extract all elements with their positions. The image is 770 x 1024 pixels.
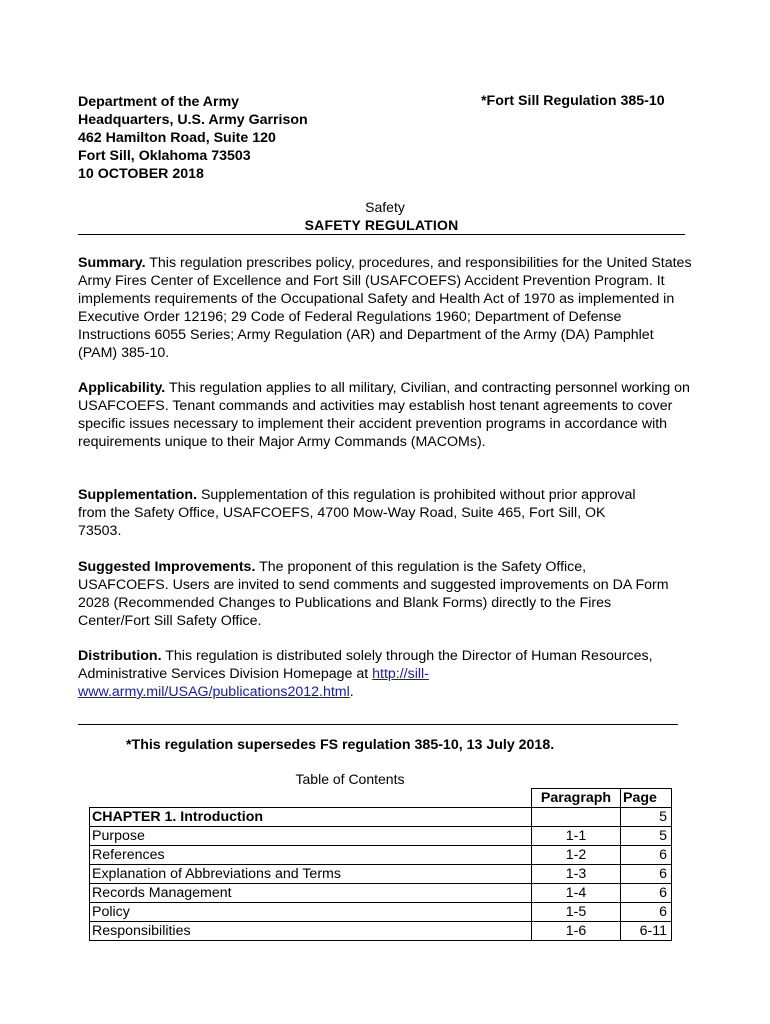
toc-caption: Table of Contents — [295, 771, 405, 787]
toc-row — [90, 922, 672, 941]
applicability-paragraph — [78, 379, 694, 451]
toc-row-title[interactable]: Policy — [90, 903, 532, 922]
distribution-end: . — [349, 684, 354, 700]
toc-col-page: Page — [621, 789, 672, 808]
publications-link[interactable]: http://sill-www.army.mil/USAG/publications2012.html — [78, 666, 429, 700]
document-title-text: SAFETY REGULATION — [304, 217, 459, 233]
toc-row-title[interactable]: References — [90, 846, 532, 865]
issuing-office-block — [78, 93, 308, 183]
toc-header-blank — [90, 789, 532, 808]
header-date: 10 OCTOBER 2018 — [78, 166, 204, 182]
toc-row — [90, 903, 672, 922]
toc-row-paragraph: 1-1 — [532, 827, 621, 846]
supplementation-paragraph — [78, 486, 638, 540]
toc-row-title[interactable]: Responsibilities — [90, 922, 532, 941]
toc-row-paragraph: 1-5 — [532, 903, 621, 922]
header-line: Fort Sill, Oklahoma 73503 — [78, 148, 251, 164]
suggested-improvements-text: The proponent of this regulation is the Safety Office, USAFCOEFS. Users are invited to send comments and suggested improvements on DA Form 2028 (Recommended Changes to Publications and Blank Forms) directly to the Fires Center/Fort Sill Safety Office. — [78, 559, 669, 629]
toc-row-page: 5 — [621, 827, 672, 846]
summary-paragraph — [78, 254, 694, 362]
suggested-improvements-paragraph — [78, 558, 678, 630]
toc-row-page: 6 — [621, 884, 672, 903]
applicability-text: This regulation applies to all military, Civilian, and contracting personnel working on USAFCOEFS. Tenant commands and activities may establish host tenant agreements to cover specific issues necessary to implement their accident prevention programs in accordance with requirements unique to their Major Army Commands (MACOMs). — [78, 380, 690, 450]
supplementation-label: Supplementation. — [78, 487, 198, 503]
toc-row-paragraph: 1-4 — [532, 884, 621, 903]
header-line: Department of the Army — [78, 94, 240, 110]
section-divider — [78, 724, 678, 725]
header-line: 462 Hamilton Road, Suite 120 — [78, 130, 276, 146]
toc-col-paragraph: Paragraph — [532, 789, 621, 808]
suggested-improvements-label: Suggested Improvements. — [78, 559, 256, 575]
toc-row-page: 6 — [621, 846, 672, 865]
distribution-paragraph — [78, 647, 694, 701]
subject-line: Safety — [365, 199, 405, 215]
toc-row-paragraph: 1-6 — [532, 922, 621, 941]
toc-row — [90, 827, 672, 846]
supplementation-text: Supplementation of this regulation is prohibited without prior approval from the Safety Office, USAFCOEFS, 4700 Mow-Way Road, Suite 465, Fort Sill, OK 73503. — [78, 487, 636, 539]
applicability-label: Applicability. — [78, 380, 166, 396]
toc-row-paragraph: 1-2 — [532, 846, 621, 865]
toc-row-page: 6 — [621, 865, 672, 884]
document-title — [78, 217, 685, 235]
toc-chapter-page: 5 — [621, 808, 672, 827]
toc-chapter-row — [90, 808, 672, 827]
summary-label: Summary. — [78, 255, 146, 271]
toc-row-page: 6-11 — [621, 922, 672, 941]
toc-row — [90, 846, 672, 865]
toc-chapter-title[interactable]: CHAPTER 1. Introduction — [90, 808, 532, 827]
toc-header-row — [90, 789, 672, 808]
header-line: Headquarters, U.S. Army Garrison — [78, 112, 308, 128]
toc-row-page: 6 — [621, 903, 672, 922]
toc-chapter-paragraph — [532, 808, 621, 827]
distribution-text: This regulation is distributed solely through the Director of Human Resources, Administrative Services Division Homepage at — [78, 648, 653, 682]
supersedes-notice: *This regulation supersedes FS regulation 385-10, 13 July 2018. — [126, 737, 555, 753]
toc-row — [90, 865, 672, 884]
distribution-label: Distribution. — [78, 648, 162, 664]
toc-row-paragraph: 1-3 — [532, 865, 621, 884]
toc-row-title[interactable]: Purpose — [90, 827, 532, 846]
toc-row-title[interactable]: Explanation of Abbreviations and Terms — [90, 865, 532, 884]
toc-row-title[interactable]: Records Management — [90, 884, 532, 903]
summary-text: This regulation prescribes policy, procedures, and responsibilities for the United States Army Fires Center of Excellence and Fort Sill (USAFCOEFS) Accident Prevention Program. It implements requirements of the Occupational Safety and Health Act of 1970 as implemented in Executive Order 12196; 29 Code of Federal Regulations 1960; Department of Defense Instructions 6055 Series; Army Regulation (AR) and Department of the Army (DA) Pamphlet (PAM) 385-10. — [78, 255, 692, 361]
table-of-contents — [89, 788, 672, 941]
regulation-number: *Fort Sill Regulation 385-10 — [481, 93, 665, 109]
toc-row — [90, 884, 672, 903]
